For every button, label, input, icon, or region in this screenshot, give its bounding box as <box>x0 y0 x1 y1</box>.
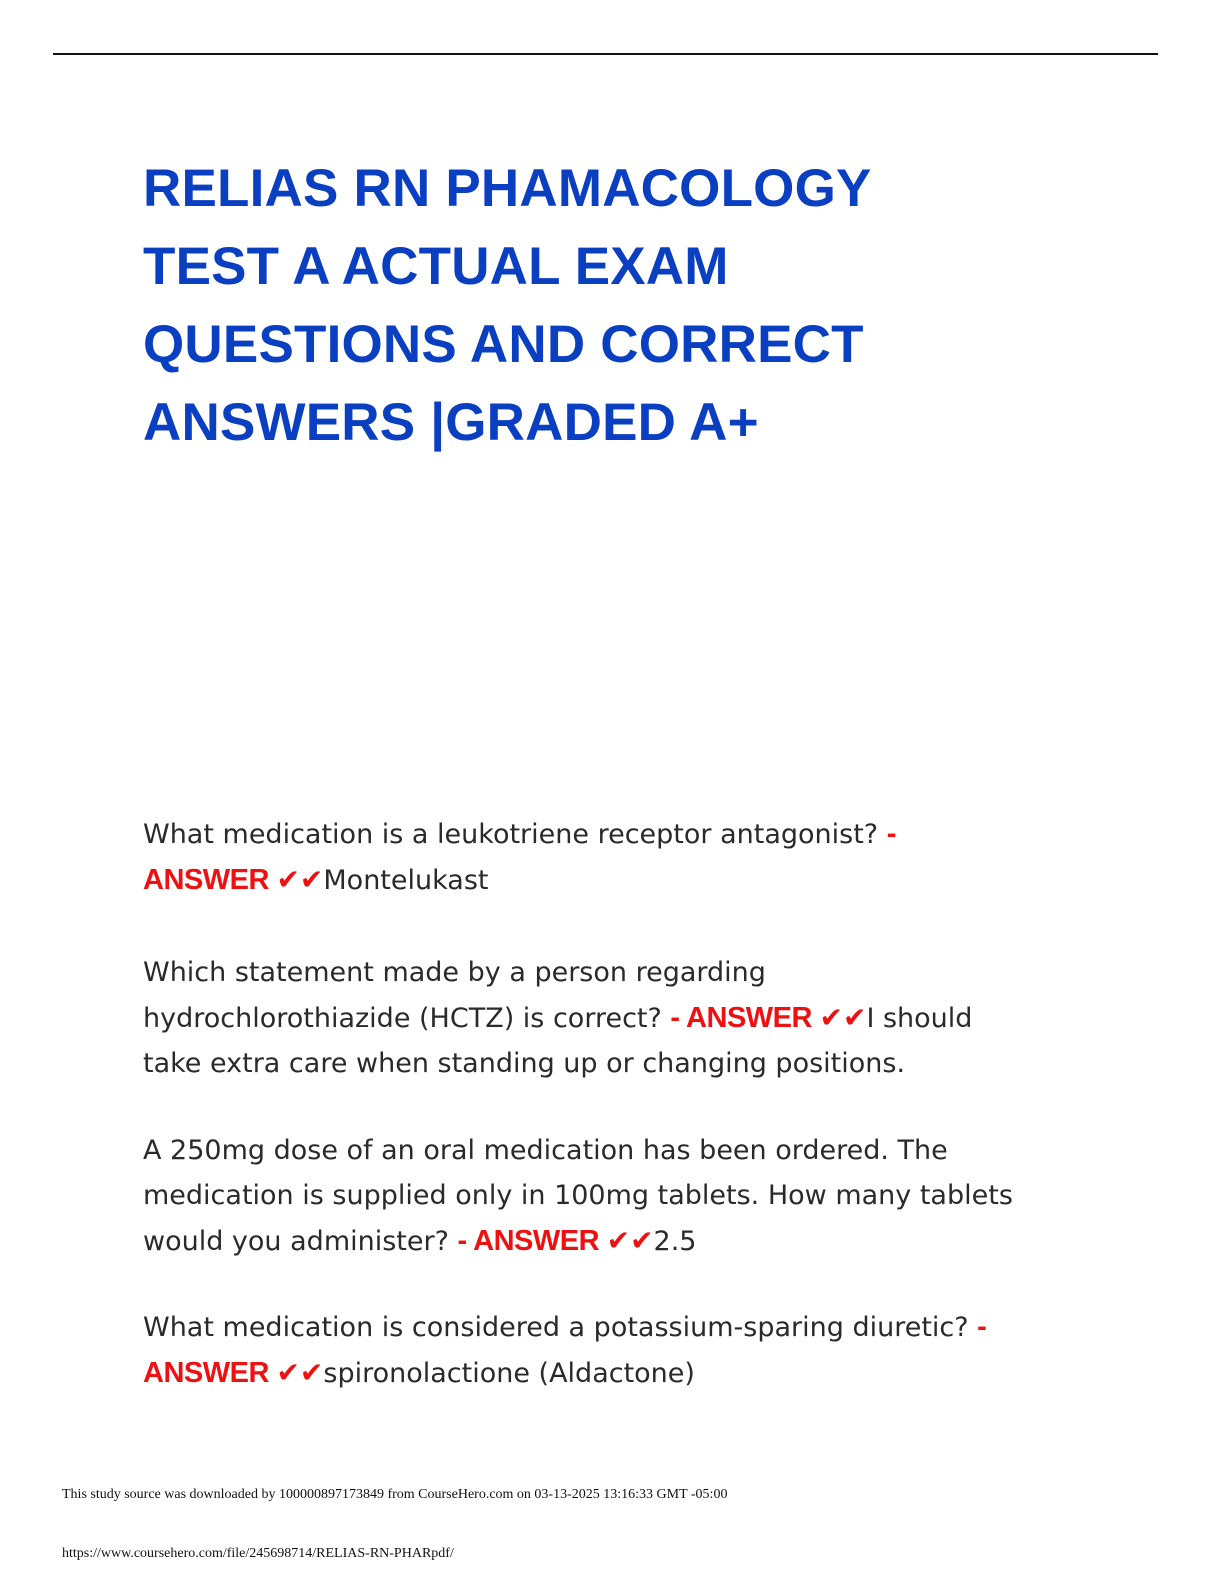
qa-item <box>143 1305 1073 1396</box>
qa-item <box>143 950 1073 1086</box>
document-title <box>143 150 1043 462</box>
qa-item <box>143 812 1073 903</box>
answer-text: spironolactione (Aldactone) <box>323 1358 695 1389</box>
download-source-notice: This study source was downloaded by 100000897173849 from CourseHero.com on 03-13-2025 13:16:33 GMT -05:00 <box>62 1487 728 1502</box>
answer-text: Montelukast <box>323 865 489 896</box>
answer-label: - ANSWER <box>670 1002 820 1034</box>
source-url-link[interactable]: https://www.coursehero.com/file/245698714/RELIAS-RN-PHARpdf/ <box>62 1546 454 1561</box>
check-mark-icon: ✔✔ <box>276 1356 324 1389</box>
answer-label: - ANSWER <box>457 1225 607 1257</box>
answer-label: ANSWER <box>143 864 277 896</box>
question-line: medication is supplied only in 100mg tablets. How many tablets <box>143 1180 1013 1211</box>
check-mark-icon: ✔✔ <box>606 1224 654 1257</box>
check-mark-icon: ✔✔ <box>819 1001 867 1034</box>
answer-line <box>143 1350 1073 1396</box>
answer-text: I should <box>866 1003 973 1034</box>
qa-item <box>143 1128 1073 1264</box>
title-line: TEST A ACTUAL EXAM <box>143 237 729 296</box>
answer-text: take extra care when standing up or changing positions. <box>143 1048 906 1079</box>
question-text: What medication is considered a potassium-sparing diuretic? <box>143 1312 978 1343</box>
answer-text: 2.5 <box>653 1226 697 1257</box>
answer-marker: - <box>977 1311 987 1343</box>
answer-marker: - <box>886 818 896 850</box>
question-line: A 250mg dose of an oral medication has been ordered. The <box>143 1135 948 1166</box>
question-line: Which statement made by a person regarding <box>143 957 766 988</box>
question-line <box>143 1218 1073 1264</box>
question-text: hydrochlorothiazide (HCTZ) is correct? <box>143 1003 671 1034</box>
question-line <box>143 995 1073 1041</box>
check-mark-icon: ✔✔ <box>276 863 324 896</box>
answer-line <box>143 857 1073 903</box>
title-line: ANSWERS |GRADED A+ <box>143 393 759 452</box>
answer-label: ANSWER <box>143 1357 277 1389</box>
title-line: QUESTIONS AND CORRECT <box>143 315 864 374</box>
question-line <box>143 1305 1073 1350</box>
top-rule <box>53 53 1158 55</box>
question-text: would you administer? <box>143 1226 458 1257</box>
question-line <box>143 812 1073 857</box>
question-text: What medication is a leukotriene receptor antagonist? <box>143 819 887 850</box>
title-line: RELIAS RN PHAMACOLOGY <box>143 159 872 218</box>
